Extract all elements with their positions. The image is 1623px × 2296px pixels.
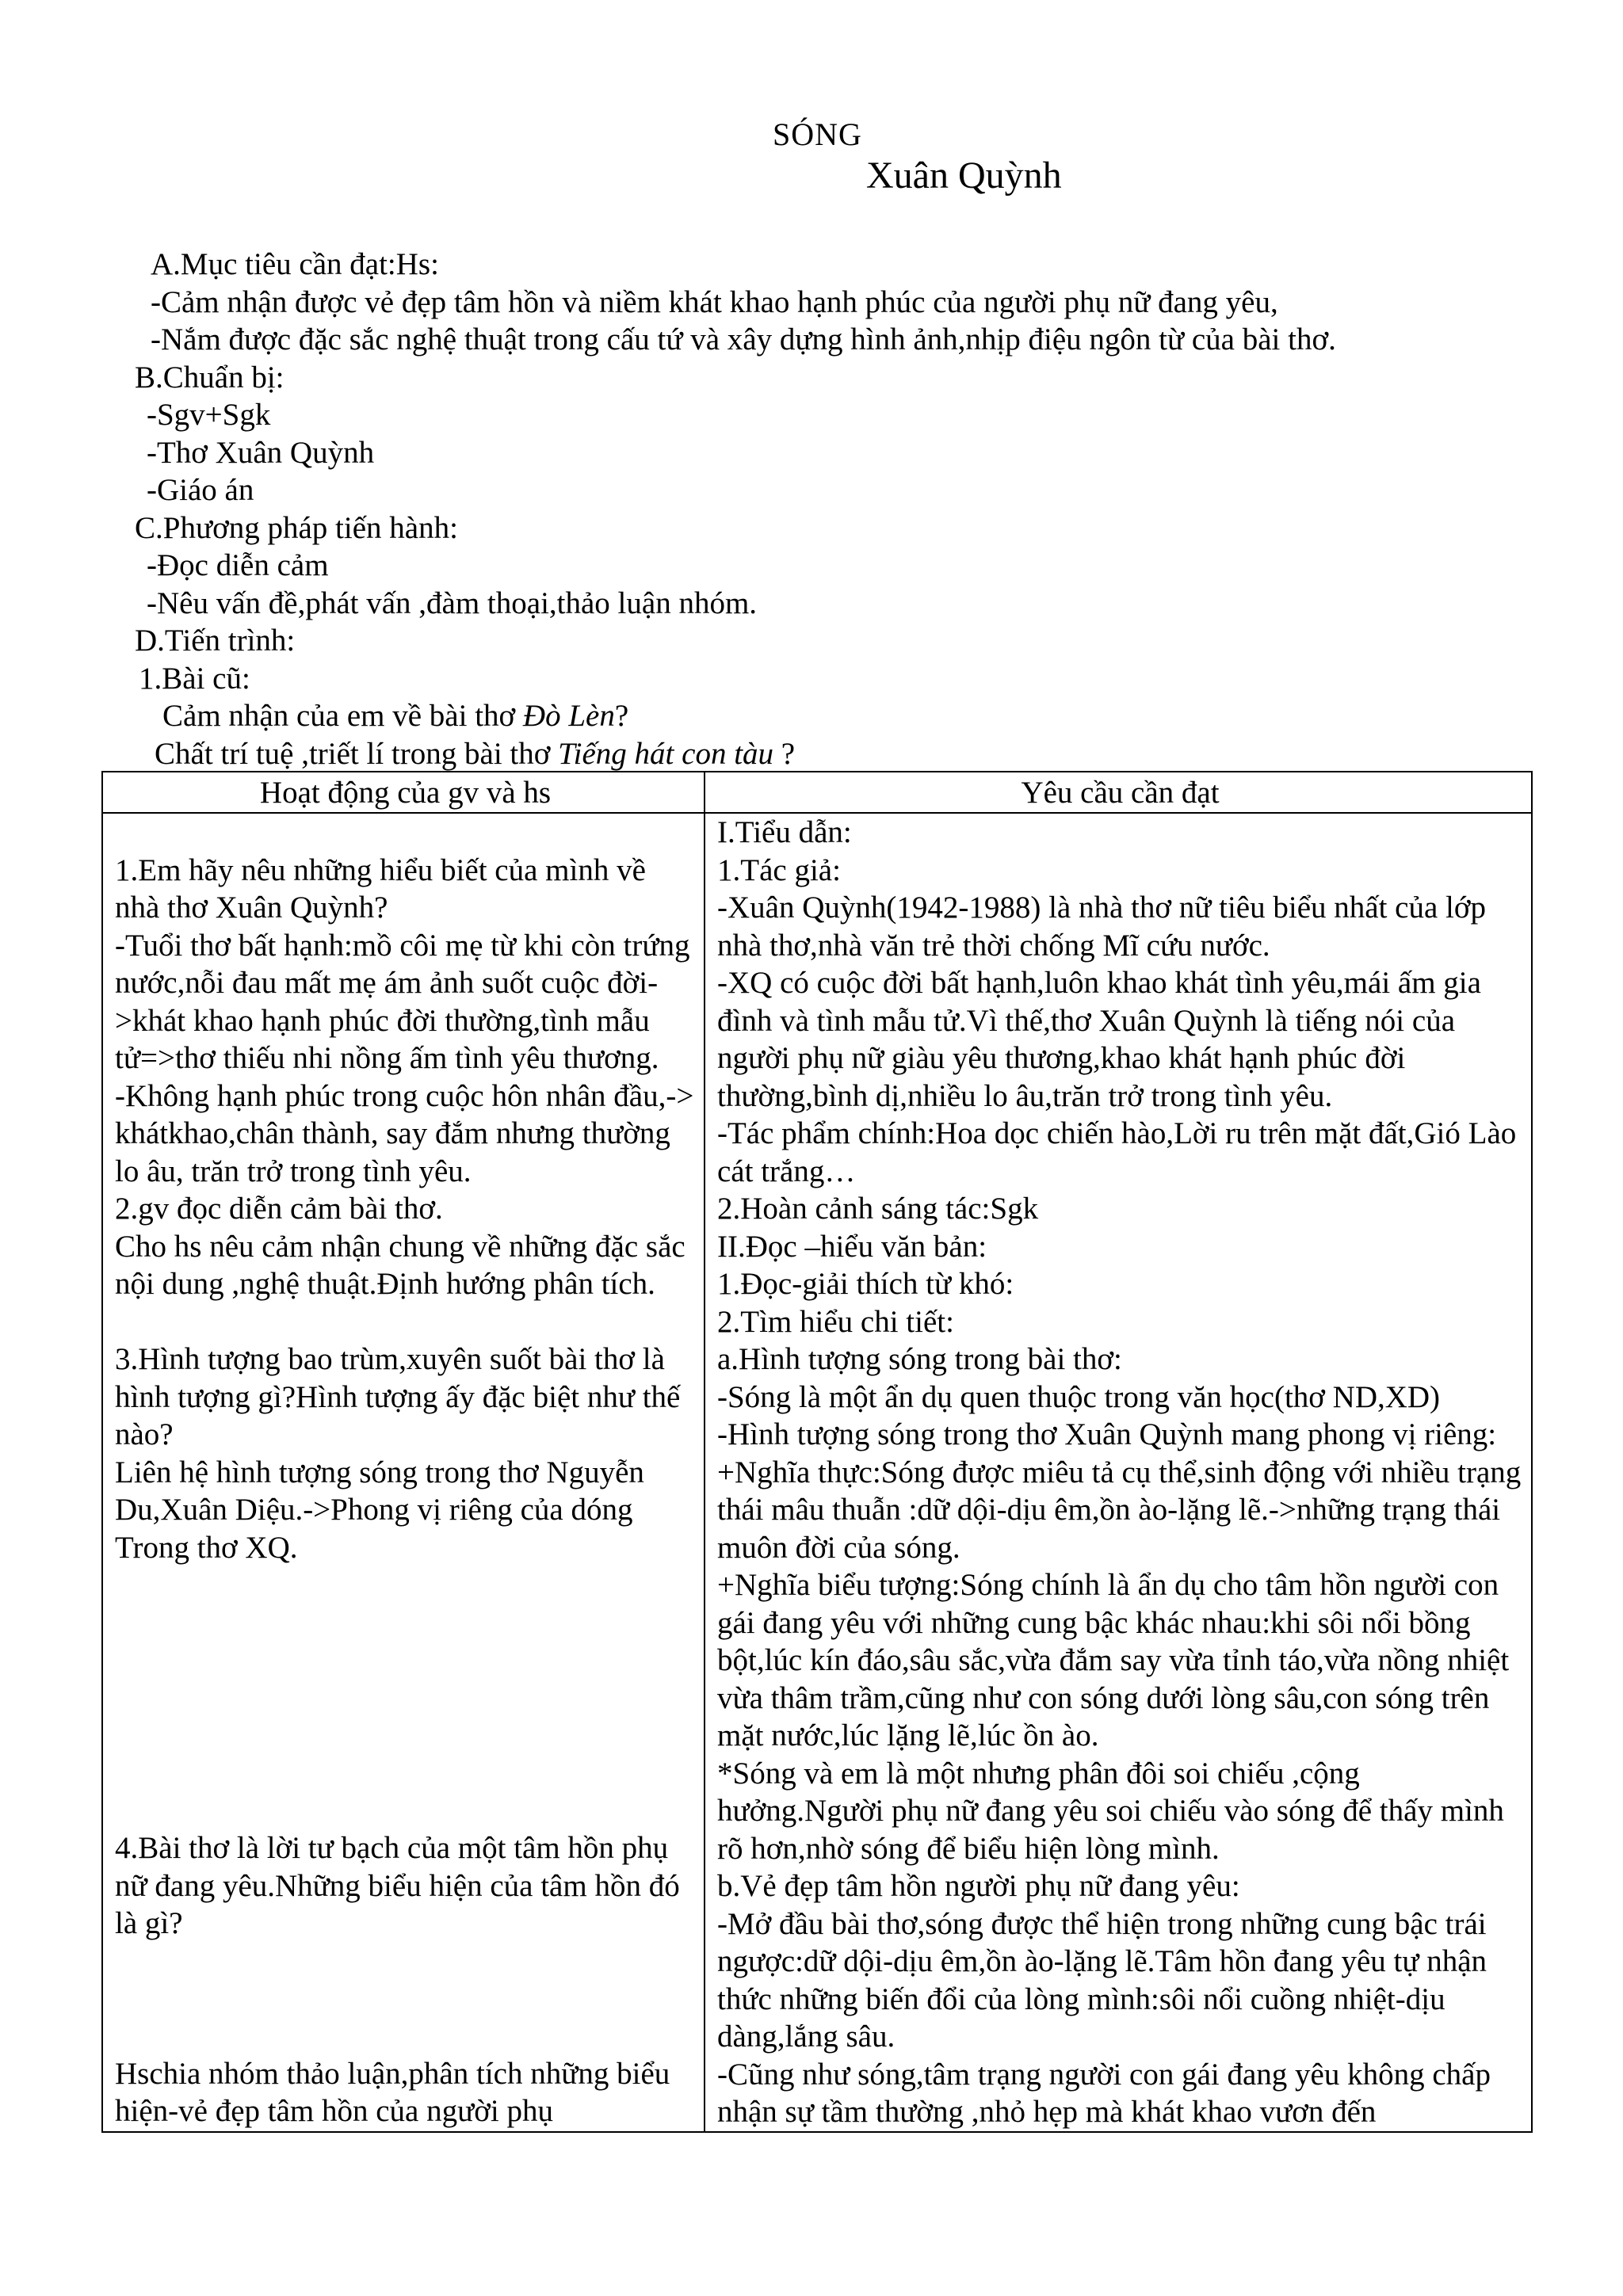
preparation-item: -Sgv+Sgk: [147, 398, 271, 432]
lesson-table: [101, 771, 1533, 2133]
preparation-heading: B.Chuẩn bị:: [135, 360, 285, 395]
method-heading: C.Phương pháp tiến hành:: [135, 510, 458, 545]
table-header-row: [102, 772, 1532, 813]
objective-line: -Nắm được đặc sắc nghệ thuật trong cấu tứ và xây dựng hình ảnh,nhịp điệu ngôn từ của bài thơ.: [151, 322, 1336, 357]
poem-author: Xuân Quỳnh: [866, 154, 1062, 196]
method-item: -Đọc diễn cảm: [147, 548, 329, 582]
objectives-heading: A.Mục tiêu cần đạt:Hs:: [151, 247, 439, 281]
activity-line: -Tuổi thơ bất hạnh:mồ côi mẹ từ khi còn trứng nước,nỗi đau mất mẹ ám ảnh suốt cuộc đời->khát khao hạnh phúc đời thường,tình mẫu tử=>thơ thiếu nhi nồng ấm tình yêu thương.: [115, 928, 690, 1075]
preparation-item: -Thơ Xuân Quỳnh: [147, 435, 375, 470]
objective-line: -Cảm nhận được vẻ đẹp tâm hồn và niềm khát khao hạnh phúc của người phụ nữ đang yêu,: [151, 284, 1278, 319]
poem-title: SÓNG: [773, 116, 862, 152]
column-header-activities: Hoạt động của gv và hs: [102, 772, 705, 813]
activity-line: 3.Hình tượng bao trùm,xuyên suốt bài thơ là hình tượng gì?Hình tượng ấy đặc biệt như thế nào?: [115, 1342, 681, 1451]
requirement-line: 2.Hoàn cảnh sáng tác:Sgk: [717, 1192, 1039, 1226]
activity-line: 4.Bài thơ là lời tư bạch của một tâm hồn phụ nữ đang yêu.Những biểu hiện của tâm hồn đó là gì?: [115, 1831, 680, 1940]
requirement-line: 1.Đọc-giải thích từ khó:: [717, 1267, 1014, 1301]
requirement-line: +Nghĩa biểu tượng:Sóng chính là ẩn dụ cho tâm hồn người con gái đang yêu với những cung bậc khác nhau:khi sôi nổi bồng bột,lúc kín đáo,sâu sắc,vừa đắm say vừa tỉnh táo,vừa nồng nhiệt vừa thâm trầm,cũng như con sóng dưới lòng sâu,con sóng trên mặt nước,lúc lặng lẽ,lúc ồn ào.: [717, 1568, 1510, 1753]
activity-line: 2.gv đọc diễn cảm bài thơ.: [115, 1192, 443, 1226]
requirement-line: -Tác phẩm chính:Hoa dọc chiến hào,Lời ru trên mặt đất,Gió Lào cát trắng…: [717, 1116, 1517, 1188]
poem-title-tieng-hat: Tiếng hát con tàu: [558, 736, 774, 771]
column-header-requirements: Yêu cầu cần đạt: [705, 772, 1532, 813]
requirement-line: 1.Tác giả:: [717, 852, 841, 887]
lesson-intro: [119, 246, 1585, 772]
requirement-line: I.Tiểu dẫn:: [717, 815, 852, 849]
table-row: [102, 813, 1532, 2132]
requirement-line: -XQ có cuộc đời bất hạnh,luôn khao khát tình yêu,mái ấm gia đình và tình mẫu tử.Vì thế,thơ Xuân Quỳnh là tiếng nói của người phụ nữ giàu yêu thương,khao khát hạnh phúc đời thường,bình dị,nhiều lo âu,trăn trở trong tình yêu.: [717, 966, 1481, 1113]
requirement-line: a.Hình tượng sóng trong bài thơ:: [717, 1342, 1122, 1376]
requirement-line: b.Vẻ đẹp tâm hồn người phụ nữ đang yêu:: [717, 1869, 1240, 1903]
activity-line: Liên hệ hình tượng sóng trong thơ Nguyễn Du,Xuân Diệu.->Phong vị riêng của dóng Trong thơ XQ.: [115, 1455, 644, 1565]
old-lesson-heading: 1.Bài cũ:: [139, 661, 250, 696]
requirement-line: *Sóng và em là một nhưng phân đôi soi chiếu ,cộng hưởng.Người phụ nữ đang yêu soi chiếu vào sóng để thấy mình rõ hơn,nhờ sóng để biểu hiện lòng mình.: [717, 1756, 1504, 1866]
poem-title-do-len: Đò Lèn: [522, 699, 615, 733]
requirement-line: -Cũng như sóng,tâm trạng người con gái đang yêu không chấp nhận sự tầm thường ,nhỏ hẹp mà khát khao vươn đến: [717, 2057, 1491, 2129]
requirement-line: -Hình tượng sóng trong thơ Xuân Quỳnh mang phong vị riêng:: [717, 1417, 1497, 1451]
requirement-line: +Nghĩa thực:Sóng được miêu tả cụ thể,sinh động với nhiều trạng thái mâu thuẫn :dữ dội-dịu êm,ồn ào-lặng lẽ.->những trạng thái muôn đời của sóng.: [717, 1455, 1522, 1565]
activity-line: -Không hạnh phúc trong cuộc hôn nhân đầu,-> khátkhao,chân thành, say đắm nhưng thường lo âu, trăn trở trong tình yêu.: [115, 1078, 694, 1188]
preparation-item: -Giáo án: [147, 473, 254, 507]
requirement-line: -Xuân Quỳnh(1942-1988) là nhà thơ nữ tiêu biểu nhất của lớp nhà thơ,nhà văn trẻ thời chống Mĩ cứu nước.: [717, 891, 1486, 963]
requirement-line: 2.Tìm hiểu chi tiết:: [717, 1304, 954, 1339]
procedure-heading: D.Tiến trình:: [135, 624, 296, 658]
activities-cell: [102, 813, 705, 2132]
review-question: Chất trí tuệ ,triết lí trong bài thơ Tiếng hát con tàu ?: [155, 736, 796, 771]
activity-line: Cho hs nêu cảm nhận chung về những đặc sắc nội dung ,nghệ thuật.Định hướng phân tích.: [115, 1229, 685, 1301]
activity-line: Hschia nhóm thảo luận,phân tích những biểu hiện-vẻ đẹp tâm hồn của người phụ: [115, 2056, 670, 2128]
requirement-line: II.Đọc –hiểu văn bản:: [717, 1229, 987, 1264]
requirement-line: -Mở đầu bài thơ,sóng được thể hiện trong những cung bậc trái ngược:dữ dội-dịu êm,ồn ào-lặng lẽ.Tâm hồn đang yêu tự nhận thức những biến đổi của lòng mình:sôi nổi cuồng nhiệt-dịu dàng,lắng sâu.: [717, 1906, 1487, 2054]
activity-line: 1.Em hãy nêu những hiểu biết của mình về nhà thơ Xuân Quỳnh?: [115, 852, 646, 925]
review-question: Cảm nhận của em về bài thơ Đò Lèn?: [162, 699, 629, 733]
method-item: -Nêu vấn đề,phát vấn ,đàm thoại,thảo luận nhóm.: [147, 585, 758, 620]
requirement-line: -Sóng là một ẩn dụ quen thuộc trong văn học(thơ ND,XD): [717, 1379, 1441, 1414]
requirements-cell: [705, 813, 1532, 2132]
